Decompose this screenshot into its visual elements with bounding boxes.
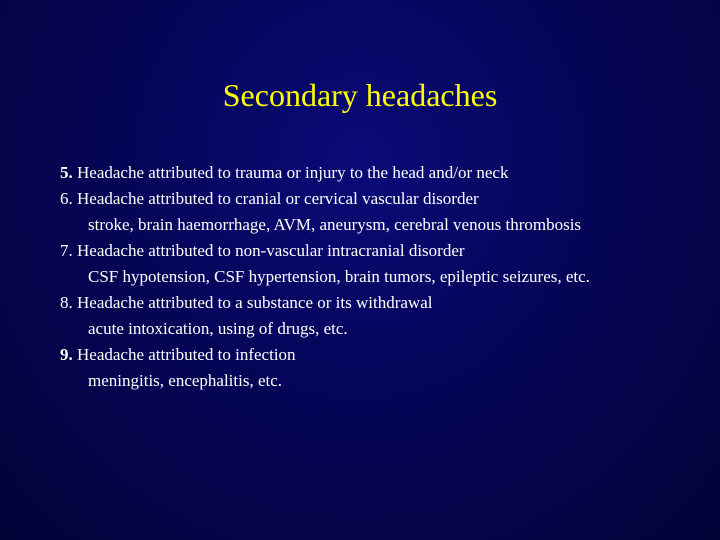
list-item-heading bbox=[60, 162, 680, 184]
list-item-text: Headache attributed to non-vascular intracranial disorder bbox=[77, 241, 465, 260]
list-item-number: 9. bbox=[60, 345, 73, 364]
list-item-detail: stroke, brain haemorrhage, AVM, aneurysm, cerebral venous thrombosis bbox=[88, 215, 582, 234]
list-item-5 bbox=[60, 162, 680, 184]
list-item-9 bbox=[60, 344, 680, 392]
list-item-text: Headache attributed to cranial or cervical vascular disorder bbox=[77, 189, 479, 208]
slide-title: Secondary headaches bbox=[222, 77, 498, 113]
list-item-number: 8. bbox=[60, 293, 73, 312]
list-item-text: Headache attributed to infection bbox=[77, 345, 296, 364]
list-item-heading bbox=[60, 344, 680, 366]
list-item-8 bbox=[60, 292, 680, 340]
list-item-7 bbox=[60, 240, 680, 288]
list-item-number: 7. bbox=[60, 241, 73, 260]
list-item-detail: acute intoxication, using of drugs, etc. bbox=[88, 319, 348, 338]
list-item-heading bbox=[60, 292, 680, 314]
list-item-detail: meningitis, encephalitis, etc. bbox=[88, 371, 283, 390]
list-item-number: 6. bbox=[60, 189, 73, 208]
list-item-heading bbox=[60, 240, 680, 262]
list-item-heading bbox=[60, 188, 680, 210]
list-item-6 bbox=[60, 188, 680, 236]
list-item-text: Headache attributed to a substance or its withdrawal bbox=[77, 293, 433, 312]
list-item-text: Headache attributed to trauma or injury to the head and/or neck bbox=[77, 163, 509, 182]
headache-list bbox=[60, 162, 680, 396]
list-item-detail: CSF hypotension, CSF hypertension, brain tumors, epileptic seizures, etc. bbox=[88, 267, 590, 286]
list-item-number: 5. bbox=[60, 163, 73, 182]
